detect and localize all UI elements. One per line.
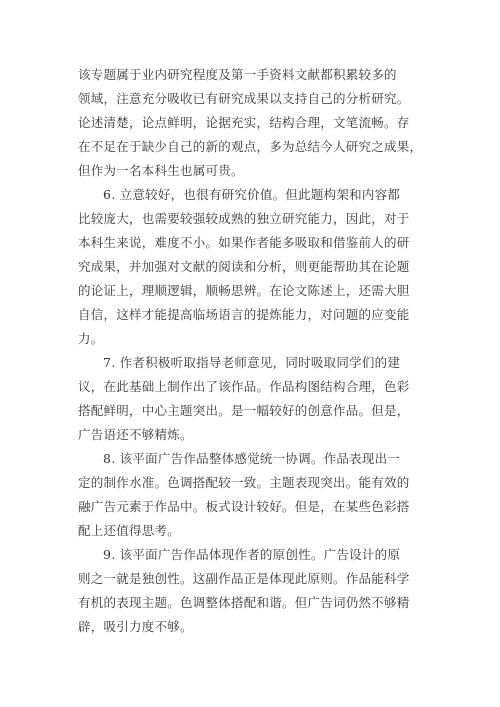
paragraph-item-7 [78,351,424,447]
text-line: 辟，吸引力度不够。 [78,619,193,634]
text-line: 自信，这样才能提高临场语言的提炼能力，对问题的应变能 [78,307,410,322]
text-line: 议，在此基础上制作出了该作品。作品构图结构合理，色彩 [78,379,410,394]
text-line: 有机的表现主题。色调整体搭配和谐。但广告词仍然不够精 [78,595,410,610]
paragraph-item-6 [78,183,424,351]
text-line: 8. 该平面广告作品整体感觉统一协调。作品表现出一 [103,451,401,466]
text-line: 在不足在于缺少自己的新的观点，多为总结今人研究之成果， [78,139,423,154]
text-line: 该专题属于业内研究程度及第一手资料文献都积累较多的 [78,67,397,82]
text-line: 7. 作者积极听取指导老师意见，同时吸取同学们的建 [103,355,401,370]
text-line: 广告语还不够精炼。 [78,427,193,442]
text-line: 6. 立意较好，也很有研究价值。但此题构架和内容都 [103,187,401,202]
text-line: 领域，注意充分吸收已有研究成果以支持自己的分析研究。 [78,91,410,106]
text-line: 究成果，并加强对文献的阅读和分析，则更能帮助其在论题 [78,259,410,274]
text-line: 则之一就是独创性。这副作品正是体现此原则。作品能科学 [78,571,410,586]
text-line: 但作为一名本科生也属可贵。 [78,163,244,178]
paragraph-continuation [78,63,424,183]
text-line: 9. 该平面广告作品体现作者的原创性。广告设计的原 [103,547,401,562]
text-line: 的论证上，理顺逻辑，顺畅思辨。在论文陈述上，还需大胆 [78,283,410,298]
text-line: 本科生来说，难度不小。如果作者能多吸取和借鉴前人的研 [78,235,410,250]
text-line: 比较庞大，也需要较强较成熟的独立研究能力，因此，对于 [78,211,410,226]
paragraph-item-9 [78,543,424,639]
text-line: 搭配鲜明，中心主题突出。是一幅较好的创意作品。但是， [78,403,410,418]
text-line: 配上还值得思考。 [78,523,181,538]
text-line: 融广告元素于作品中。板式设计较好。但是，在某些色彩搭 [78,499,410,514]
paragraph-item-8 [78,447,424,543]
text-line: 力。 [78,331,104,346]
text-line: 论述清楚，论点鲜明，论据充实，结构合理，文笔流畅。存 [78,115,410,130]
text-line: 定的制作水准。色调搭配较一致。主题表现突出。能有效的 [78,475,410,490]
